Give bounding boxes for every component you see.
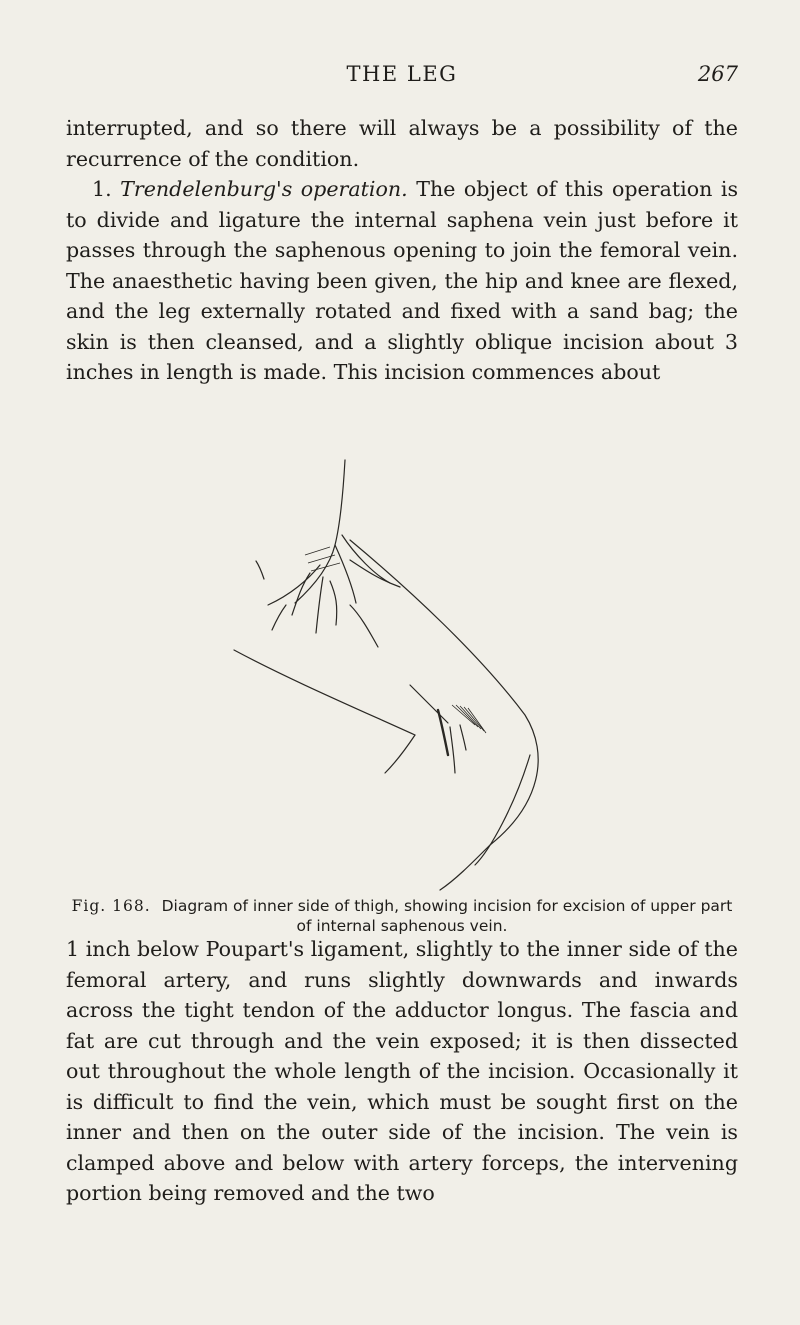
incision-line — [438, 710, 448, 755]
paragraph-continued: interrupted, and so there will always be a possibility of the recurrence of the condition. — [66, 116, 738, 171]
page-number: 267 — [697, 62, 738, 86]
vessel-line — [342, 535, 390, 583]
running-title: THE LEG — [346, 62, 458, 86]
vessel-line — [335, 460, 345, 545]
thigh-outline-lower — [475, 755, 530, 865]
hatch-mark — [452, 705, 486, 733]
knee-line — [460, 725, 466, 750]
vessel-line — [330, 581, 337, 625]
vessel-line — [335, 545, 356, 603]
figure-caption — [66, 896, 738, 936]
knee-line — [385, 735, 415, 773]
figure-label: Fig. 168. — [71, 897, 151, 915]
vessel-line — [272, 605, 286, 630]
operation-name: Trendelenburg's operation. — [120, 177, 408, 201]
thigh-diagram — [190, 455, 640, 895]
vessel-line — [316, 577, 323, 633]
vessel-line — [350, 560, 400, 587]
paragraph-number: 1. — [92, 177, 112, 201]
knee-line — [450, 727, 455, 773]
paragraph-body: The object of this operation is to divide and ligature the internal saphena vein just before it passes through the saphenous opening to join the femoral vein. The anaesthetic having been given, the hip and knee are flexed, and the leg externally rotated and fixed with a sand bag; the skin is then cleansed, and a slightly oblique incision about 3 inches in length is made. This incision commences about — [66, 177, 739, 384]
vessel-line — [295, 545, 335, 603]
top-text-block — [66, 113, 738, 388]
thigh-outline-outer — [350, 540, 538, 890]
paragraph-continued-bottom: 1 inch below Poupart's ligament, slightly to the inner side of the femoral artery, and runs slightly downwards and inwards across the tight tendon of the adductor longus. The fascia and fat are cut through and the vein exposed; it is then dissected out throughout the whole length of the incision. Occasionally it is difficult to find the vein, which must be sought first on the inner and then on the outer side of the incision. The vein is clamped above and below with artery forceps, the intervening portion being removed and the two — [66, 937, 738, 1205]
hatch-mark — [305, 547, 340, 571]
thigh-diagram-drawing — [190, 455, 640, 895]
bottom-text-block — [66, 934, 738, 1209]
vessel-line — [350, 605, 378, 647]
paragraph-trendelenburg — [66, 174, 738, 388]
thigh-outline-inner — [234, 650, 415, 735]
running-header — [66, 62, 738, 92]
vessel-line — [256, 561, 264, 579]
figure-caption-text: Diagram of inner side of thigh, showing incision for excision of upper part of internal saphenous vein. — [161, 897, 733, 935]
knee-line — [410, 685, 448, 723]
